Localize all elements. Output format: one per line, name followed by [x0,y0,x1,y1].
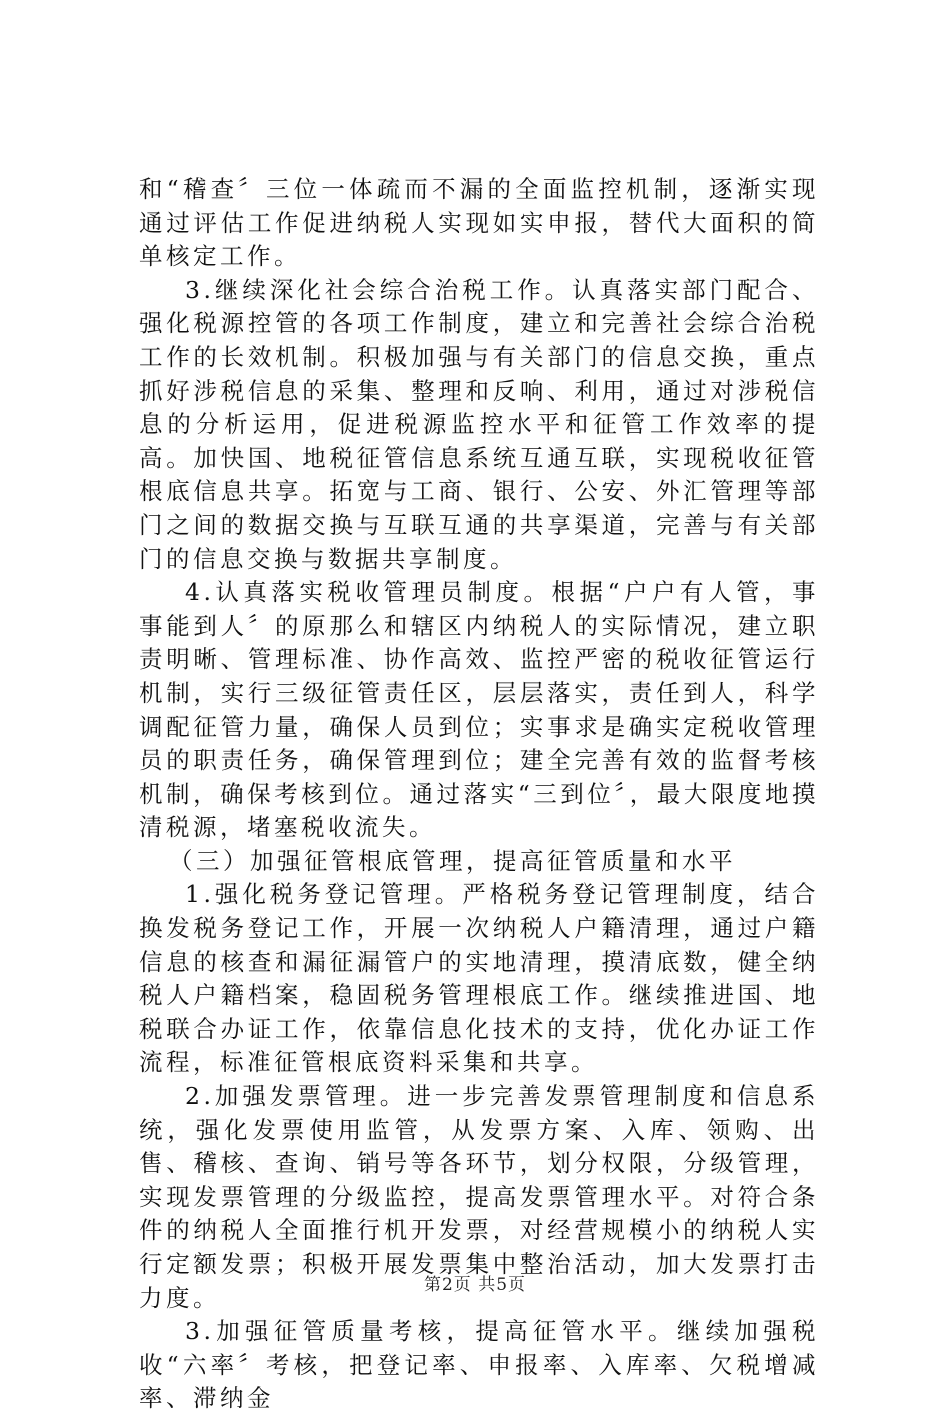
paragraph-item-3-quality: 3.加强征管质量考核，提高征管水平。继续加强税收“六率〞考核，把登记率、申报率、入库率、欠税增减率、滞纳金 [139,1317,819,1413]
section-heading: （三）加强征管根底管理，提高征管质量和水平 [169,846,736,875]
document-body [139,173,819,1416]
paragraph-item-2-invoice: 2.加强发票管理。进一步完善发票管理制度和信息系统，强化发票使用监管，从发票方案、入库、领购、出售、稽核、查询、销号等各环节，划分权限，分级管理，实现发票管理的分级监控，提高发票管理水平。对符合条件的纳税人全面推行机开发票，对经营规模小的纳税人实行定额发票；积极开展发票集中整治活动，加大发票打击力度。 [139,1082,819,1312]
paragraph-item-4-tax-manager: 4.认真落实税收管理员制度。根据“户户有人管，事事能到人〞的原那么和辖区内纳税人的实际情况，建立职责明晰、管理标准、协作高效、监控严密的税收征管运行机制，实行三级征管责任区，层层落实，责任到人，科学调配征管力量，确保人员到位；实事求是确实定税收管理员的职责任务，确保管理到位；建全完善有效的监督考核机制，确保考核到位。通过落实“三到位〞，最大限度地摸清税源，堵塞税收流失。 [139,578,819,842]
paragraph-continuation: 和“稽查〞三位一体疏而不漏的全面监控机制，逐渐实现通过评估工作促进纳税人实现如实申报，替代大面积的简单核定工作。 [139,175,819,271]
page-number-footer: 第2页 共5页 [423,1275,527,1295]
paragraph-item-1-registration: 1.强化税务登记管理。严格税务登记管理制度，结合换发税务登记工作，开展一次纳税人户籍清理，通过户籍信息的核查和漏征漏管户的实地清理，摸清底数，健全纳税人户籍档案，稳固税务管理根底工作。继续推进国、地税联合办证工作，依靠信息化技术的支持，优化办证工作流程，标准征管根底资料采集和共享。 [139,880,819,1077]
paragraph-item-3-social-tax: 3.继续深化社会综合治税工作。认真落实部门配合、强化税源控管的各项工作制度，建立和完善社会综合治税工作的长效机制。积极加强与有关部门的信息交换，重点抓好涉税信息的采集、整理和反响、利用，通过对涉税信息的分析运用，促进税源监控水平和征管工作效率的提高。加快国、地税征管信息系统互通互联，实现税收征管根底信息共享。拓宽与工商、银行、公安、外汇管理等部门之间的数据交换与互联互通的共享渠道，完善与有关部门的信息交换与数据共享制度。 [139,275,819,573]
